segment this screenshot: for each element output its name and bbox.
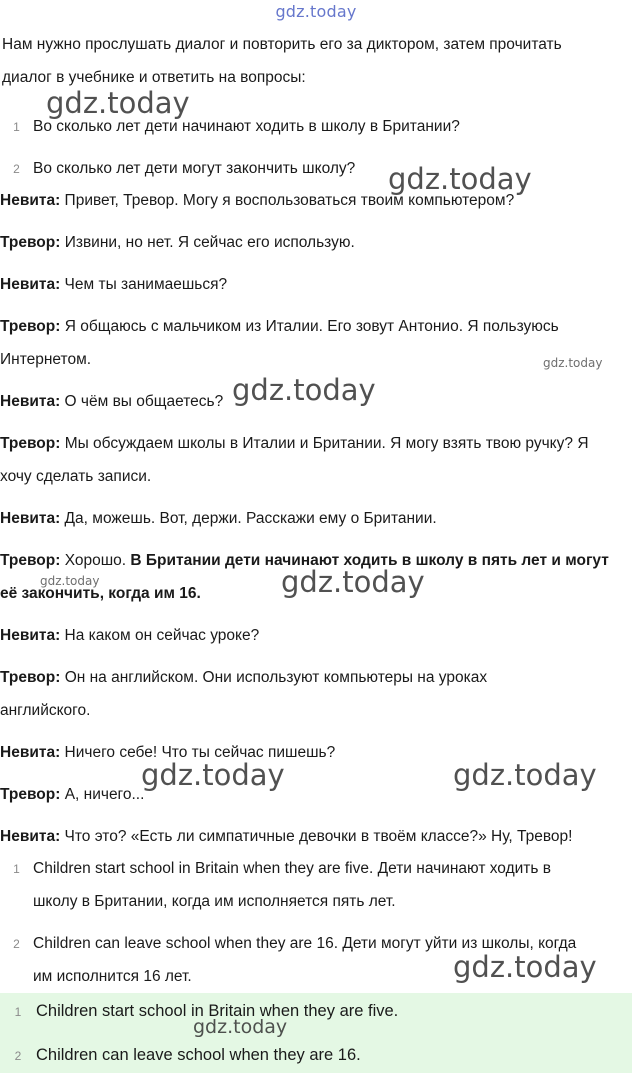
watermark: gdz.today [543,356,603,370]
dialogue-text: Что это? «Есть ли симпатичные девочки в твоём классе?» Ну, Тревор! [60,828,573,845]
dialogue-text: Мы обсуждаем школы в Италии и Британии. Я могу взять твою ручку? Я [60,435,589,452]
answer-number: 2 [14,1049,22,1063]
dialogue-line [0,427,628,460]
speaker-name: Невита: [0,510,61,527]
intro-line-2: диалог в учебнике и ответить на вопросы: [2,69,306,86]
speaker-name: Тревор: [0,669,61,686]
speaker-name: Тревор: [0,318,61,335]
answer-text: Children can leave school when they are 16. [36,1046,361,1064]
dialogue-line [0,619,628,652]
dialogue-text: Я общаюсь с мальчиком из Италии. Его зовут Антонио. Я пользуюсь [60,318,559,335]
dialogue-line [0,820,628,853]
translation-text: Children can leave school when they are 16. Дети могут уйти из школы, когда [33,935,577,952]
answer-text: Children start school in Britain when they are five. [36,1002,399,1020]
dialogue-text: Ничего себе! Что ты сейчас пишешь? [60,744,336,761]
watermark: gdz.today [388,162,532,196]
answer-box [0,993,632,1073]
speaker-name: Тревор: [0,786,61,803]
speaker-name: Тревор: [0,234,61,251]
dialogue-line [0,226,628,259]
speaker-name: Невита: [0,744,61,761]
dialogue-continuation: английского. [0,702,91,719]
dialogue-text: А, ничего... [60,786,145,803]
dialogue-line [0,268,628,301]
dialogue-line [0,184,628,217]
watermark: gdz.today [141,758,285,792]
question-text: Во сколько лет дети начинают ходить в школу в Британии? [33,118,460,135]
answer-item [0,1039,361,1073]
speaker-name: Невита: [0,393,61,410]
speaker-name: Невита: [0,276,61,293]
watermark: gdz.today [232,373,376,407]
dialogue-line [0,661,628,694]
dialogue-text: Хорошо. [60,552,131,569]
dialogue-text: Привет, Тревор. Могу я воспользоваться твоим компьютером? [60,192,515,209]
speaker-name: Невита: [0,192,61,209]
watermark: gdz.today [46,86,190,120]
dialogue-continuation: хочу сделать записи. [0,468,152,485]
dialogue-line [0,310,628,343]
dialogue-text: Он на английском. Они используют компьютеры на уроках [60,669,488,686]
dialogue-text: О чём вы общаетесь? [60,393,224,410]
key-answer-continuation: её закончить, когда им 16. [0,585,201,602]
site-logo[interactable]: gdz.today [275,2,357,21]
dialogue-line [0,502,628,535]
speaker-name: Тревор: [0,552,61,569]
watermark: gdz.today [281,565,425,599]
translation-item [0,852,628,886]
translation-continuation: школу в Британии, когда им исполняется пять лет. [33,893,396,910]
dialogue-continuation: Интернетом. [0,351,92,368]
watermark: gdz.today [40,574,100,588]
dialogue-text: Чем ты занимаешься? [60,276,228,293]
speaker-name: Невита: [0,828,61,845]
speaker-name: Невита: [0,627,61,644]
question-number: 2 [13,162,20,176]
key-answer-text: В Британии дети начинают ходить в школу в пять лет и могут [130,552,609,569]
translation-number: 1 [13,862,20,876]
question-item [0,152,628,186]
watermark: gdz.today [453,758,597,792]
intro-line-1: Нам нужно прослушать диалог и повторить его за диктором, затем прочитать [2,36,562,53]
dialogue-text: На каком он сейчас уроке? [60,627,260,644]
translation-continuation: им исполнится 16 лет. [33,968,192,985]
watermark: gdz.today [453,950,597,984]
speaker-name: Тревор: [0,435,61,452]
answer-number: 1 [14,1005,22,1019]
dialogue-text: Да, можешь. Вот, держи. Расскажи ему о Британии. [60,510,437,527]
watermark: gdz.today [193,1016,288,1038]
dialogue-text: Извини, но нет. Я сейчас его использую. [60,234,355,251]
translation-number: 2 [13,937,20,951]
translation-text: Children start school in Britain when they are five. Дети начинают ходить в [33,860,551,877]
question-number: 1 [13,120,20,134]
question-text: Во сколько лет дети могут закончить школу? [33,160,356,177]
